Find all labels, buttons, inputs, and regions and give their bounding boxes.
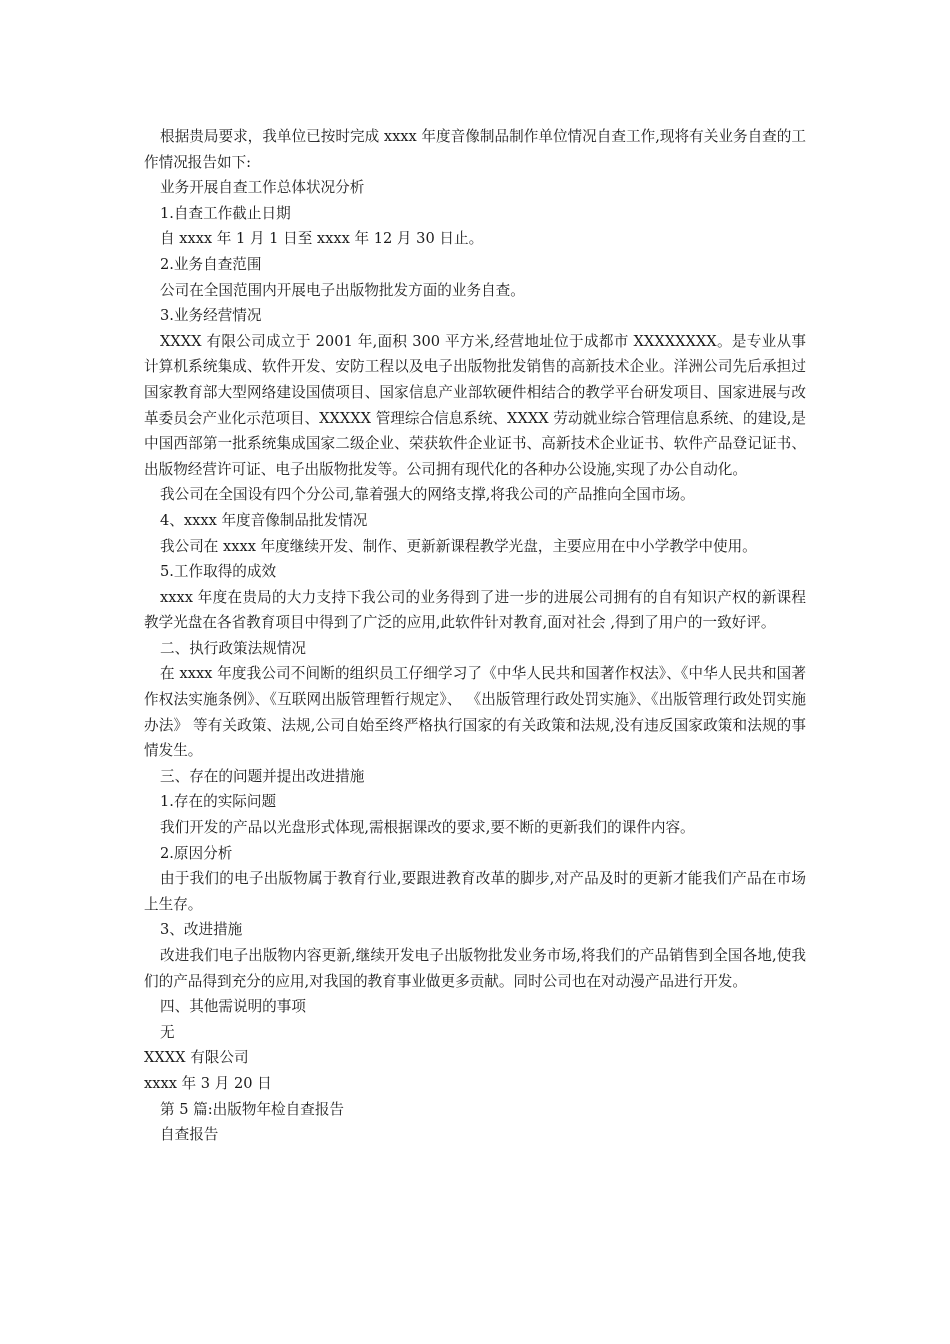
subheading-achievements: 5.工作取得的成效 bbox=[160, 563, 277, 581]
subheading-deadline: 1.自查工作截止日期 bbox=[160, 204, 291, 222]
paragraph-achievements: xxxx 年度在贵局的大力支持下我公司的业务得到了进一步的进展公司拥有的自有知识产权的新课程教学光盘在各省教育项目中得到了广泛的应用,此软件针对教育,面对社会 ,得到了用户的一致好评。 bbox=[144, 588, 806, 632]
paragraph-policy: 在 xxxx 年度我公司不间断的组织员工仔细学习了《中华人民共和国著作权法》、《中华人民共和国著作权法实施条例》、《互联网出版管理暂行规定》、 《出版管理行政处罚实施》、《出版管理行政处罚实施办法》 等有关政策、法规,公司自始至终严格执行国家的有关政策和法规,没有违反国家政策和法规的事情发生。 bbox=[144, 665, 806, 760]
paragraph-company-profile: XXXX 有限公司成立于 2001 年,面积 300 平方米,经营地址位于成都市 XXXXXXXX。是专业从事计算机系统集成、软件开发、安防工程以及电子出版物批发销售的高新技术企业。洋洲公司先后承担过国家教育部大型网络建设国债项目、国家信息产业部软硬件相结合的教学平台研发项目、国家进展与改革委员会产业化示范项目、XXXXX 管理综合信息系统、XXXX 劳动就业综合管理信息系统、的建设,是中国西部第一批系统集成国家二级企业、荣获软件企业证书、高新技术企业证书、软件产品登记证书、出版物经营许可证、电子出版物批发等。公司拥有现代化的各种办公设施,实现了办公自动化。 bbox=[144, 332, 806, 478]
signature-date: xxxx 年 3 月 20 日 bbox=[144, 1074, 272, 1092]
subheading-scope: 2.业务自查范围 bbox=[160, 255, 262, 273]
section-heading-overview: 业务开展自查工作总体状况分析 bbox=[160, 179, 365, 197]
next-article-title: 第 5 篇:出版物年检自查报告 bbox=[160, 1100, 345, 1118]
paragraph-branches: 我公司在全国设有四个分公司,靠着强大的网络支撑,将我公司的产品推向全国市场。 bbox=[160, 486, 695, 504]
paragraph-scope: 公司在全国范围内开展电子出版物批发方面的业务自查。 bbox=[160, 281, 525, 299]
subheading-actual-problems: 1.存在的实际问题 bbox=[160, 793, 277, 811]
paragraph-none: 无 bbox=[160, 1023, 175, 1041]
next-article-heading: 自查报告 bbox=[160, 1126, 219, 1144]
paragraph-improvements: 改进我们电子出版物内容更新,继续开发电子出版物批发业务市场,将我们的产品销售到全国各地,使我们的产品得到充分的应用,对我国的教育事业做更多贡献。同时公司也在对动漫产品进行开发。 bbox=[144, 947, 806, 990]
subheading-cause-analysis: 2.原因分析 bbox=[160, 844, 233, 862]
paragraph-wholesale: 我公司在 xxxx 年度继续开发、制作、更新新课程教学光盘，主要应用在中小学教学中使用。 bbox=[160, 537, 757, 555]
document-body bbox=[144, 124, 806, 1148]
subheading-improvements: 3、改进措施 bbox=[160, 921, 243, 939]
paragraph-actual-problems: 我们开发的产品以光盘形式体现,需根据课改的要求,要不断的更新我们的课件内容。 bbox=[160, 819, 695, 837]
subheading-wholesale: 4、xxxx 年度音像制品批发情况 bbox=[160, 511, 368, 529]
section-heading-other: 四、其他需说明的事项 bbox=[160, 998, 306, 1016]
intro-paragraph: 根据贵局要求，我单位已按时完成 xxxx 年度音像制品制作单位情况自查工作,现将有关业务自查的工作情况报告如下: bbox=[144, 128, 806, 171]
subheading-operations: 3.业务经营情况 bbox=[160, 307, 262, 325]
paragraph-deadline: 自 xxxx 年 1 月 1 日至 xxxx 年 12 月 30 日止。 bbox=[160, 230, 484, 248]
section-heading-policy: 二、执行政策法规情况 bbox=[160, 639, 306, 657]
section-heading-problems: 三、存在的问题并提出改进措施 bbox=[160, 767, 365, 785]
signature-company: XXXX 有限公司 bbox=[144, 1049, 249, 1067]
paragraph-cause-analysis: 由于我们的电子出版物属于教育行业,要跟进教育改革的脚步,对产品及时的更新才能我们产品在市场上生存。 bbox=[144, 870, 806, 913]
